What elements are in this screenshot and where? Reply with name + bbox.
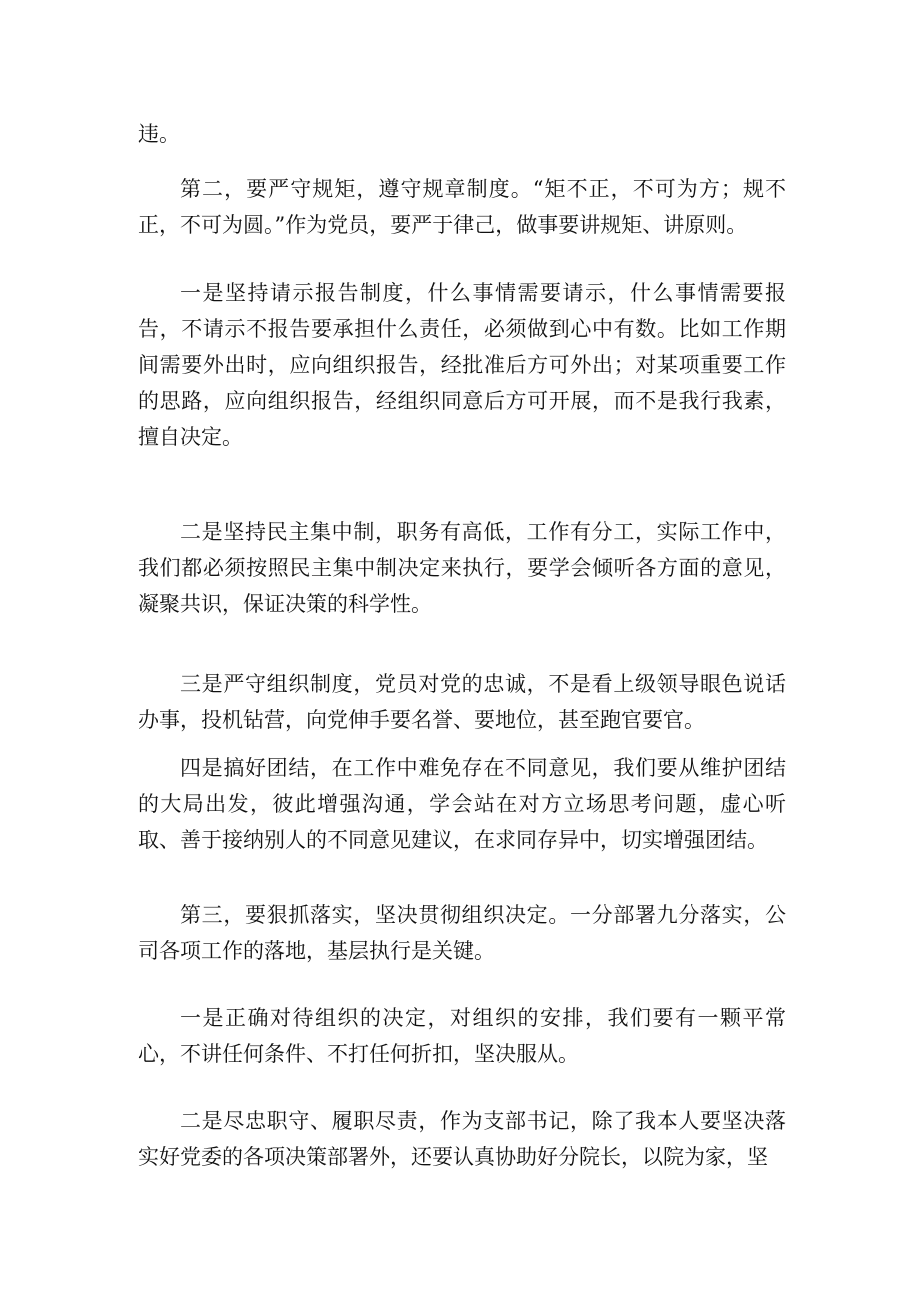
paragraph-point-three-organization: 三是严守组织制度，党员对党的忠诚，不是看上级领导眼色说话办事，投机钻营，向党伸手要名誉、要地位，甚至跑官要官。 [138,672,786,732]
paragraph-point-one-reporting: 一是坚持请示报告制度，什么事情需要请示，什么事情需要报告，不请示不报告要承担什么责任，必须做到心中有数。比如工作期间需要外出时，应向组织报告，经批准后方可外出；对某项重要工作的思路，应向组织报告，经组织同意后方可开展，而不是我行我素，擅自决定。 [138,281,786,449]
paragraph-section-three: 第三，要狠抓落实，坚决贯彻组织决定。一分部署九分落实，公司各项工作的落地，基层执行是关键。 [138,903,786,963]
paragraph-point-two-duties: 二是尽忠职守、履职尽责，作为支部书记，除了我本人要坚决落实好党委的各项决策部署外，还要认真协助好分院长，以院为家，坚 [138,1109,786,1169]
paragraph-section-two: 第二，要严守规矩，遵守规章制度。“矩不正，不可为方；规不正，不可为圆。”作为党员，要严于律己，做事要讲规矩、讲原则。 [138,177,786,237]
paragraph-point-two-democratic-centralism: 二是坚持民主集中制，职务有高低，工作有分工，实际工作中，我们都必须按照民主集中制决定来执行，要学会倾听各方面的意见，凝聚共识，保证决策的科学性。 [138,520,786,616]
paragraph-continuation: 违。 [138,122,180,146]
paragraph-point-four-unity: 四是搞好团结，在工作中难免存在不同意见，我们要从维护团结的大局出发，彼此增强沟通，学会站在对方立场思考问题，虚心听取、善于接纳别人的不同意见建议，在求同存异中，切实增强团结。 [138,756,786,852]
paragraph-point-one-decisions: 一是正确对待组织的决定，对组织的安排，我们要有一颗平常心，不讲任何条件、不打任何折扣，坚决服从。 [138,1006,786,1066]
